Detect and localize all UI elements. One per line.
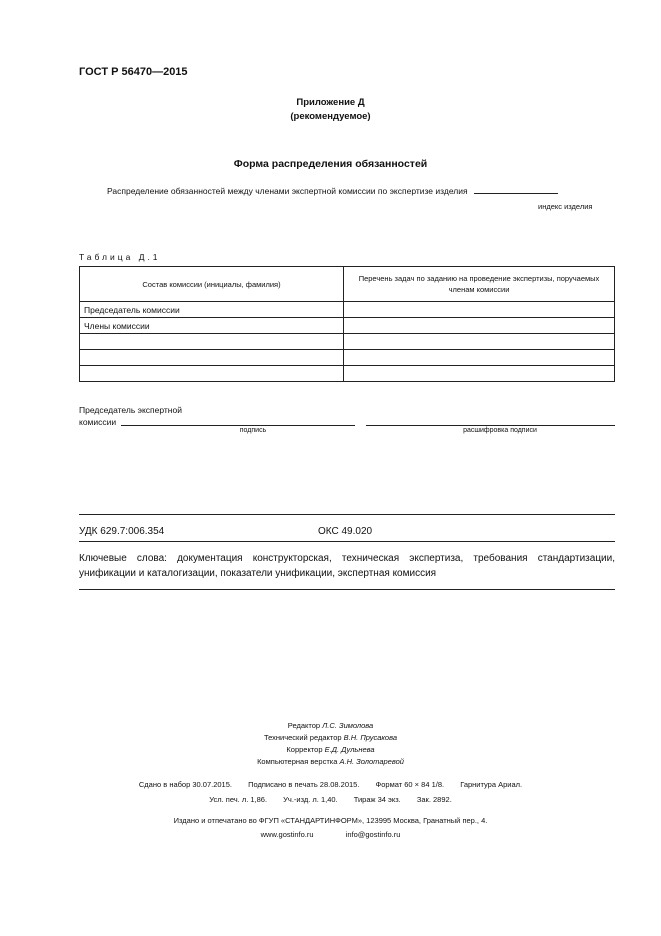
divider-middle bbox=[79, 541, 615, 542]
table-cell bbox=[344, 350, 615, 366]
publisher-info: Издано и отпечатано во ФГУП «СТАНДАРТИНФОРМ», 123995 Москва, Гранатный пер., 4. bbox=[173, 816, 488, 825]
table-cell bbox=[344, 334, 615, 350]
credit-name: Е.Д. Дульнева bbox=[324, 745, 375, 754]
divider-bottom bbox=[79, 589, 615, 590]
document-code: ГОСТ Р 56470—2015 bbox=[79, 66, 188, 78]
credit-name: В.Н. Прусакова bbox=[343, 733, 398, 742]
email-link[interactable]: info@gostinfo.ru bbox=[345, 830, 401, 839]
signed-date: Подписано в печать 28.08.2015. bbox=[248, 780, 360, 789]
table-row bbox=[80, 302, 615, 318]
header-task-list: Перечень задач по заданию на проведение экспертизы, поручаемых членам комиссии bbox=[344, 267, 615, 302]
table-cell bbox=[80, 366, 344, 382]
submitted-date: Сдано в набор 30.07.2015. bbox=[138, 780, 232, 789]
oks-code: ОКС 49.020 bbox=[318, 526, 373, 537]
appendix-heading bbox=[0, 96, 661, 124]
publisher-contacts bbox=[0, 830, 661, 839]
table-row bbox=[80, 334, 615, 350]
credit-label: Компьютерная верстка bbox=[257, 757, 338, 766]
credit-label: Технический редактор bbox=[263, 733, 342, 742]
index-label: индекс изделия bbox=[538, 202, 593, 211]
table-cell bbox=[344, 318, 615, 334]
chairman-label-line1: Председатель экспертной bbox=[79, 405, 182, 415]
keywords: Ключевые слова: документация конструкторская, техническая экспертиза, требования стандартизации, унификации и каталогизации, показатели унификации, экспертная комиссия bbox=[79, 553, 615, 579]
table-cell bbox=[344, 366, 615, 382]
print-details-line2 bbox=[0, 795, 661, 804]
signature-decoding-line bbox=[366, 425, 615, 426]
printed-sheets: Усл. печ. л. 1,86. bbox=[209, 795, 268, 804]
distribution-statement bbox=[107, 184, 617, 196]
appendix-title: Приложение Д bbox=[296, 97, 365, 108]
table-cell: Члены комиссии bbox=[80, 318, 344, 334]
udk-code: УДК 629.7:006.354 bbox=[79, 526, 165, 537]
website-link[interactable]: www.gostinfo.ru bbox=[260, 830, 314, 839]
table-cell: Председатель комиссии bbox=[80, 302, 344, 318]
paper-format: Формат 60 × 84 1/8. bbox=[375, 780, 445, 789]
credit-name: А.Н. Золотаревой bbox=[339, 757, 404, 766]
form-title: Форма распределения обязанностей bbox=[233, 158, 428, 170]
signature-caption: подпись bbox=[239, 427, 267, 434]
header-commission-members: Состав комиссии (инициалы, фамилия) bbox=[80, 267, 344, 302]
duties-table bbox=[79, 266, 615, 382]
product-index-blank bbox=[474, 184, 558, 194]
credit-tech-editor bbox=[0, 732, 661, 744]
signature-line bbox=[121, 425, 355, 426]
table-header-row bbox=[80, 267, 615, 302]
order-number: Зак. 2892. bbox=[416, 795, 452, 804]
credit-label: Редактор bbox=[287, 721, 321, 730]
print-run: Тираж 34 экз. bbox=[353, 795, 401, 804]
credit-layout bbox=[0, 756, 661, 768]
table-cell bbox=[80, 334, 344, 350]
publisher-sheets: Уч.-изд. л. 1,40. bbox=[283, 795, 338, 804]
credits-block bbox=[0, 720, 661, 768]
credit-editor bbox=[0, 720, 661, 732]
table-row bbox=[80, 318, 615, 334]
typeface: Гарнитура Ариал. bbox=[460, 780, 523, 789]
table-label: Таблица Д.1 bbox=[79, 252, 161, 262]
credit-corrector bbox=[0, 744, 661, 756]
appendix-subtitle: (рекомендуемое) bbox=[290, 111, 371, 122]
credit-name: Л.С. Зимолова bbox=[322, 721, 374, 730]
table-cell bbox=[80, 350, 344, 366]
table-cell bbox=[344, 302, 615, 318]
divider-top bbox=[79, 514, 615, 515]
print-details-line1 bbox=[0, 780, 661, 789]
distribution-text: Распределение обязанностей между членами экспертной комиссии по экспертизе изделия bbox=[107, 186, 468, 196]
table-row bbox=[80, 350, 615, 366]
decoding-caption: расшифровка подписи bbox=[463, 427, 537, 434]
table-row bbox=[80, 366, 615, 382]
chairman-label-line2: комиссии bbox=[79, 417, 117, 427]
credit-label: Корректор bbox=[286, 745, 323, 754]
